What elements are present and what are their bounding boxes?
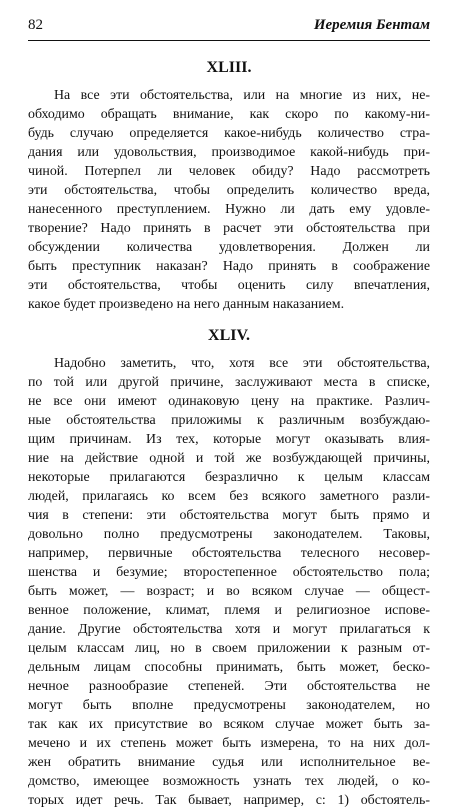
text-line: щим причинам. Из тех, которые могут оказывать влия-: [28, 432, 430, 447]
paragraph-xliii: [28, 86, 430, 314]
text-line: шенства и безумие; второстепенное обстоятельство пола;: [28, 565, 430, 580]
text-line: венное положение, климат, племя и религиозное испове-: [28, 603, 430, 618]
text-line: ные обстоятельства приложимы к различным возбуждаю-: [28, 413, 430, 428]
text-line: быть преступник наказан? Надо принять в соображение: [28, 259, 430, 274]
text-line: могут быть вполне предусмотрены законодателем, но: [28, 698, 430, 713]
text-line: ние на действие одной и той же возбуждающей причины,: [28, 451, 430, 466]
text-line: домство, имеющее возможность узнать тех людей, о ко-: [28, 774, 430, 789]
text-line: На все эти обстоятельства, или на многие из них, не-: [54, 88, 430, 103]
text-line: эти обстоятельства, чтобы определить количество вреда,: [28, 183, 430, 198]
text-line: некоторые прилагаются безразлично к целым классам: [28, 470, 430, 485]
text-line: дания или удовольствия, производимое какой-нибудь при-: [28, 145, 430, 160]
text-line: нанесенного преступлением. Нужно ли дать ему удовле-: [28, 202, 430, 217]
text-line: какое будет произведено на него данным наказанием.: [28, 297, 345, 312]
text-line: довольно полно предусмотрены законодателем. Таковы,: [28, 527, 430, 542]
section-title-xliv: XLIV.: [208, 327, 250, 344]
text-line: людей, прилагаясь ко всем без всякого заметного разли-: [28, 489, 430, 504]
header-rule: [28, 40, 430, 41]
text-line: не все они имеют одинаковую цену на практике. Различ-: [28, 394, 430, 409]
text-line: эти обстоятельства, чтобы оценить силу впечатления,: [28, 278, 430, 293]
text-line: так как их присутствие во всяком случае может быть за-: [28, 717, 430, 732]
text-line: обсуждении количества удовлетворения. Должен ли: [28, 240, 430, 255]
text-line: дание. Другие обстоятельства хотя и могут прилагаться к: [28, 622, 430, 637]
text-line: чиной. Потерпел ли человек обиду? Надо рассмотреть: [28, 164, 430, 179]
text-line: целым классам лиц, но в своем приложении к разным от-: [28, 641, 430, 656]
paragraph-xliv: [28, 354, 430, 810]
text-line: творение? Надо принять в расчет эти обстоятельства при: [28, 221, 430, 236]
page-header: [28, 15, 430, 37]
text-line: нечное разнообразие степеней. Эти обстоятельства не: [28, 679, 430, 694]
text-line: по той или другой причине, заслуживают места в списке,: [28, 375, 430, 390]
page-body: [28, 57, 430, 810]
text-line: обходимо обращать внимание, как скоро по какому-ни-: [28, 107, 430, 122]
text-line: чия в степени: эти обстоятельства могут быть прямо и: [28, 508, 430, 523]
text-line: жен обратить внимание судья или исполнительное ве-: [28, 755, 430, 770]
running-title: Иеремия Бентам: [313, 17, 430, 33]
text-line: дельным лицам способны принимать, быть может, беско-: [28, 660, 430, 675]
text-line: например, первичные обстоятельства телесного несовер-: [28, 546, 430, 561]
text-line: Надобно заметить, что, хотя все эти обстоятельства,: [54, 356, 430, 371]
text-line: мечено и их степень может быть измерена, то на них дол-: [28, 736, 430, 751]
text-line: торых идет речь. Так бывает, например, с: 1) обстоятель-: [28, 793, 430, 808]
text-line: быть может, — возраст; и во всяком случае — общест-: [28, 584, 430, 599]
text-line: будь случаю определяется какое-нибудь количество стра-: [28, 126, 430, 141]
section-title-xliii: XLIII.: [206, 59, 252, 76]
page-number: 82: [28, 17, 43, 33]
